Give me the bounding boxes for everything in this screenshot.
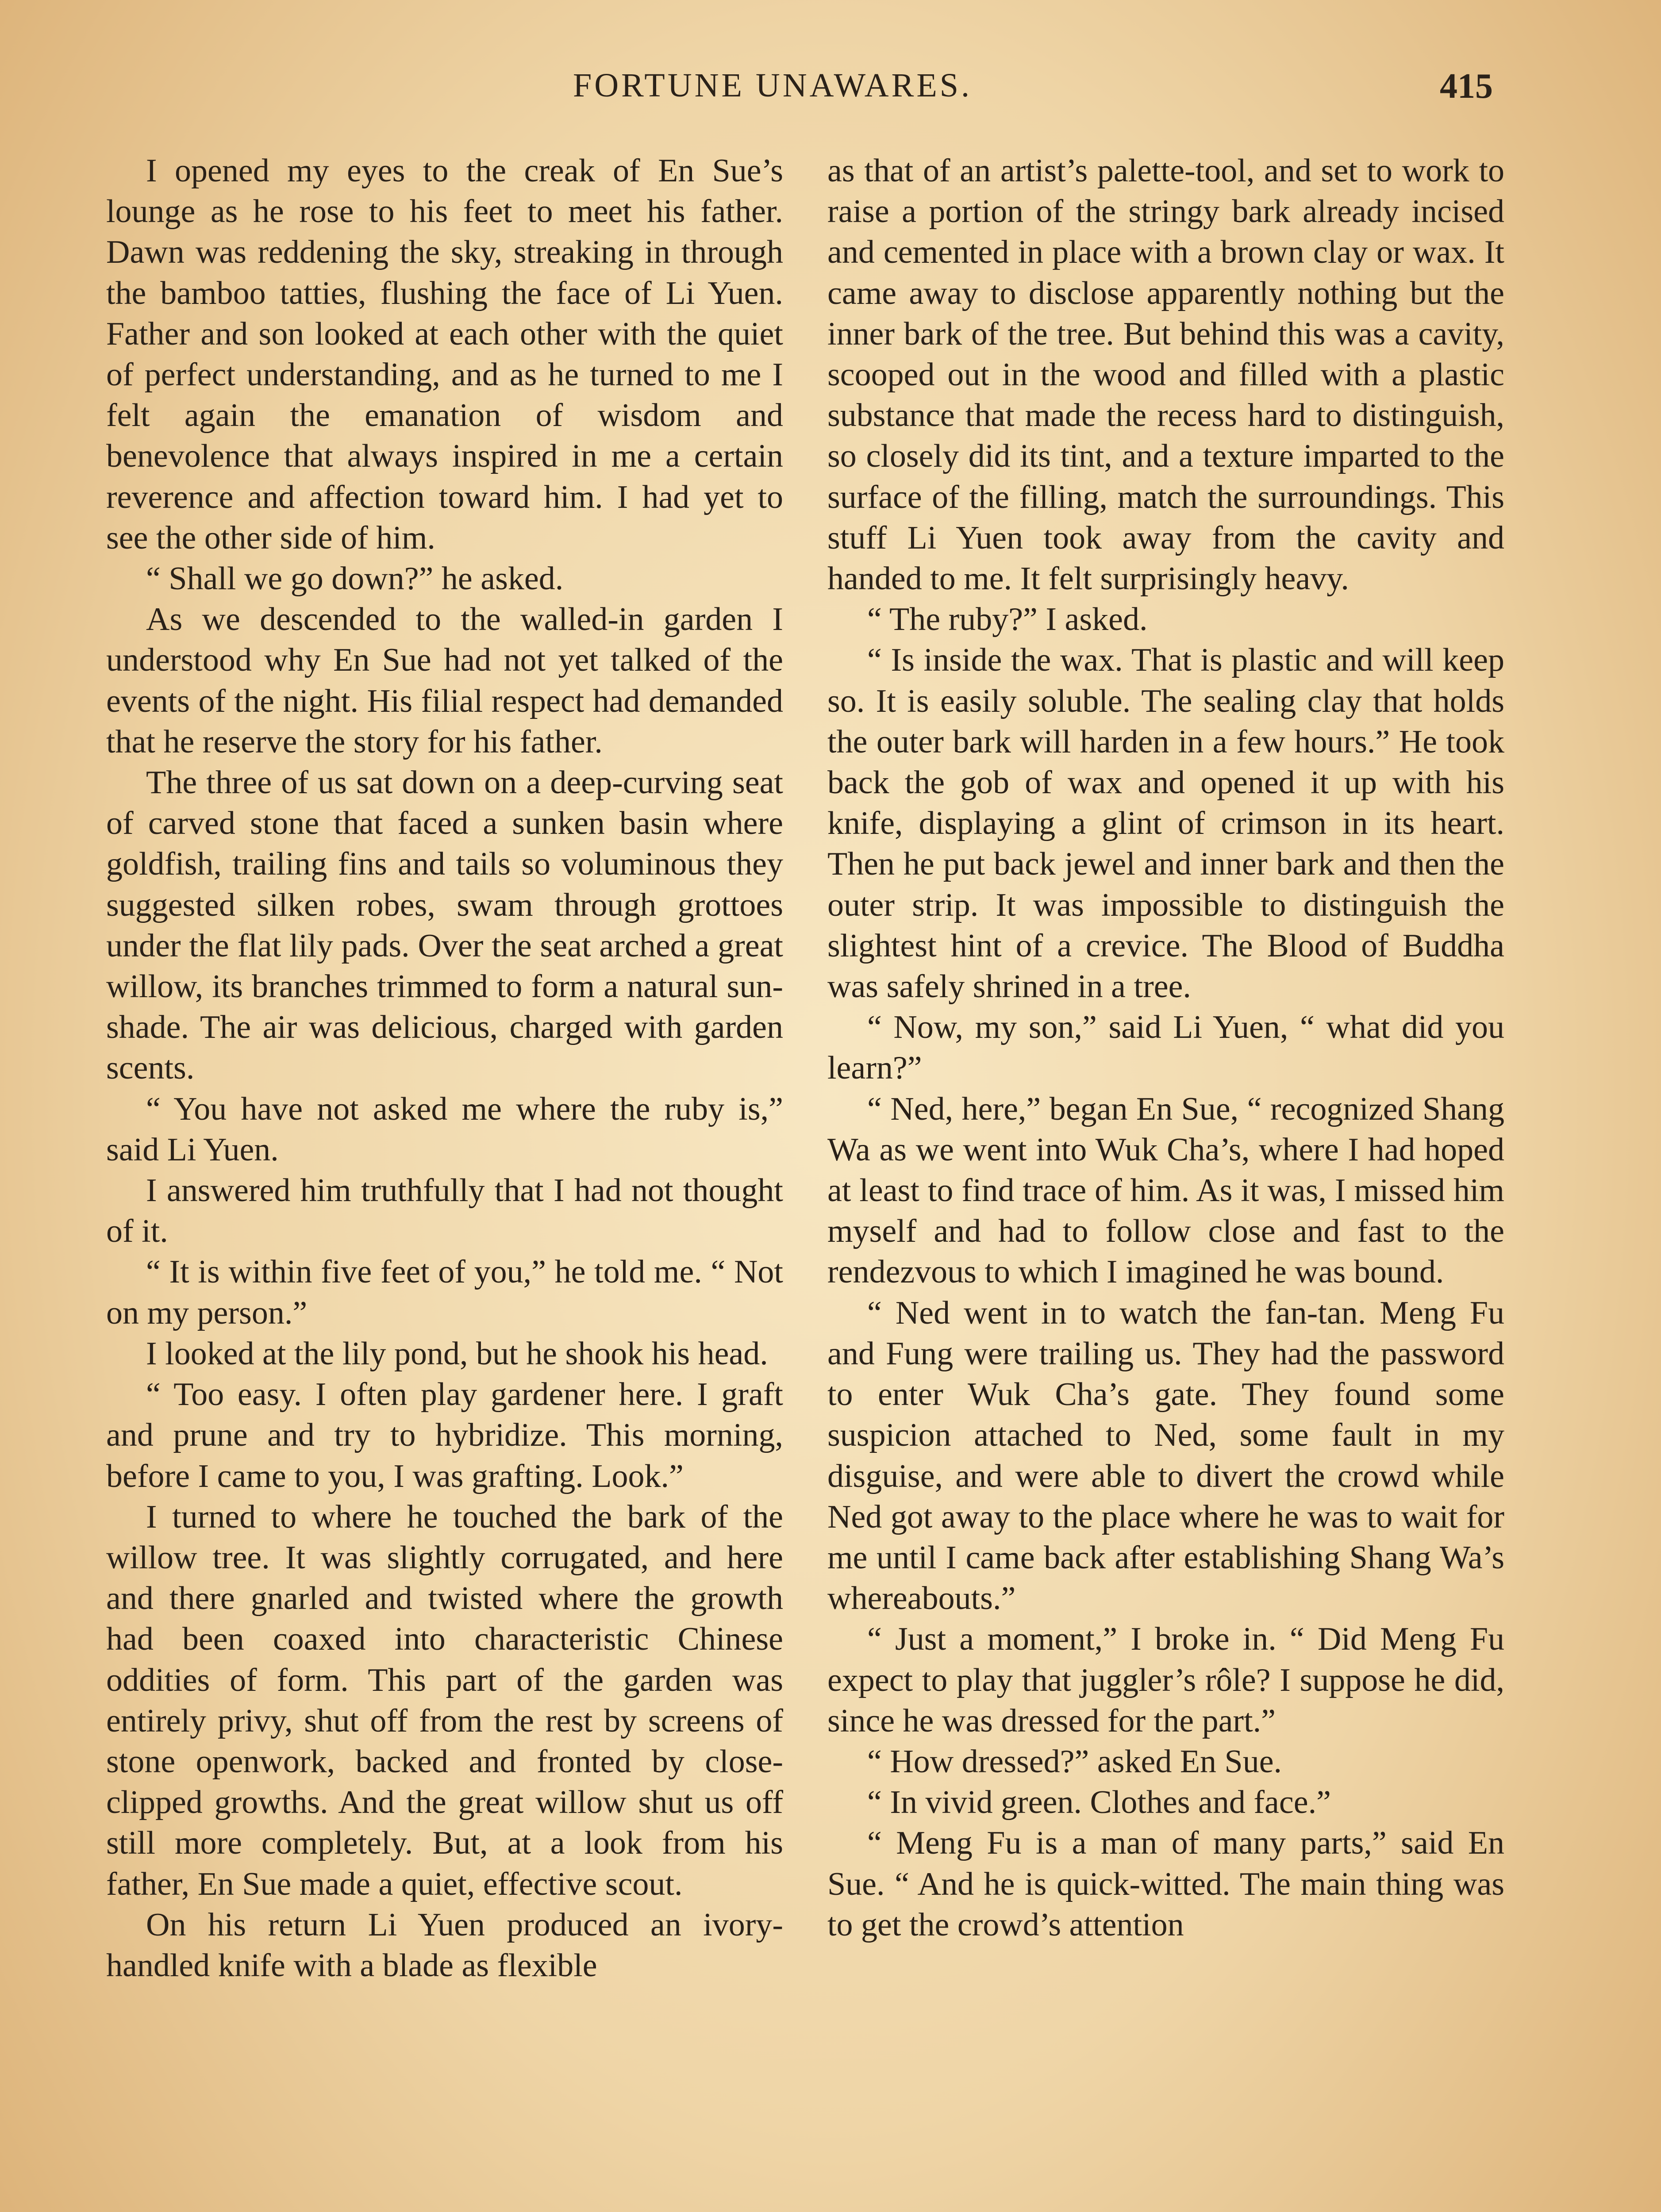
paragraph: I opened my eyes to the creak of En Sue’s lounge as he rose to his feet to meet his father. Dawn was reddening the sky, streaking in through the bamboo tatties, flushing the face of Li Yuen. Father and son looked at each other with the quiet of perfect understanding, and as he turned to me I felt again the emanation of wisdom and benevolence that always inspired in me a certain reverence and affection toward him. I had yet to see the other side of him. — [106, 153, 783, 556]
paragraph: “ It is within five feet of you,” he told me. “ Not on my person.” — [106, 1254, 783, 1331]
paragraph: On his return Li Yuen produced an ivory-handled knife with a blade as flexible — [106, 1906, 783, 1984]
page-header — [0, 66, 1661, 133]
paragraph: As we descended to the walled-in garden I understood why En Sue had not yet talked of the events of the night. His filial respect had demanded that he reserve the story for his father. — [106, 601, 783, 760]
paragraph: “ Meng Fu is a man of many parts,” said En Sue. “ And he is quick-witted. The main thing was to get the crowd’s attention — [827, 1825, 1504, 1943]
paragraph: “ Ned went in to watch the fan-tan. Meng Fu and Fung were trailing us. They had the password to enter Wuk Cha’s gate. They found some suspicion attached to Ned, some fault in my disguise, and were able to divert the crowd while Ned got away to the place where he was to wait for me until I came back after establishing Shang Wa’s whereabouts.” — [827, 1294, 1504, 1617]
paragraph: “ The ruby?” I asked. — [867, 601, 1148, 638]
paragraph: “ Ned, here,” began En Sue, “ recognized Shang Wa as we went into Wuk Cha’s, where I had hoped at least to find trace of him. As it was, I missed him myself and had to follow close and fast to the rendezvous to which I imagined he was bound. — [827, 1091, 1504, 1290]
left-column — [106, 150, 783, 2212]
paragraph: “ Shall we go down?” he asked. — [146, 561, 564, 597]
paragraph-continued: as that of an artist’s palette-tool, and set to work to raise a portion of the stringy bark already incised and cemented in place with a brown clay or wax. It came away to disclose apparently nothing but the inner bark of the tree. But behind this was a cavity, scooped out in the wood and filled with a plastic substance that made the recess hard to distinguish, so closely did its tint, and a texture imparted to the surface of the filling, match the surroundings. This stuff Li Yuen took away from the cavity and handed to me. It felt surprisingly heavy. — [827, 153, 1504, 597]
paragraph: “ How dressed?” asked En Sue. — [867, 1743, 1282, 1780]
paragraph: I turned to where he touched the bark of the willow tree. It was slightly corrugated, and here and there gnarled and twisted where the growth had been coaxed into characteristic Chinese oddities of form. This part of the garden was entirely privy, shut off from the rest by screens of stone openwork, backed and fronted by close-clipped growths. And the great willow shut us off still more completely. But, at a look from his father, En Sue made a quiet, effective scout. — [106, 1498, 783, 1902]
paragraph: “ You have not asked me where the ruby is,” said Li Yuen. — [106, 1091, 783, 1168]
paragraph: “ Just a moment,” I broke in. “ Did Meng Fu expect to play that juggler’s rôle? I suppose he did, since he was dressed for the part.” — [827, 1621, 1504, 1739]
paragraph: I answered him truthfully that I had not thought of it. — [106, 1172, 783, 1250]
page-number: 415 — [1440, 67, 1493, 106]
paragraph: “ Now, my son,” said Li Yuen, “ what did you learn?” — [827, 1009, 1504, 1087]
paragraph: “ Too easy. I often play gardener here. I graft and prune and try to hybridize. This morning, before I came to you, I was grafting. Look.” — [106, 1376, 783, 1494]
paragraph: “ In vivid green. Clothes and face.” — [867, 1784, 1331, 1821]
paragraph: The three of us sat down on a deep-curving seat of carved stone that faced a sunken basin where goldfish, trailing fins and tails so voluminous they suggested silken robes, swam through grottoes under the flat lily pads. Over the seat arched a great willow, its branches trimmed to form a natural sun-shade. The air was delicious, charged with garden scents. — [106, 764, 783, 1087]
right-column — [827, 150, 1504, 2212]
paragraph: “ Is inside the wax. That is plastic and will keep so. It is easily soluble. The sealing clay that holds the outer bark will harden in a few hours.” He took back the gob of wax and opened it up with his knife, displaying a glint of crimson in its heart. Then he put back jewel and inner bark and then the outer strip. It was impossible to distinguish the slightest hint of a crevice. The Blood of Buddha was safely shrined in a tree. — [827, 642, 1504, 1005]
text-columns — [106, 150, 1504, 2212]
paragraph: I looked at the lily pond, but he shook his head. — [146, 1335, 768, 1372]
page-title: FORTUNE UNAWARES. — [573, 67, 973, 104]
